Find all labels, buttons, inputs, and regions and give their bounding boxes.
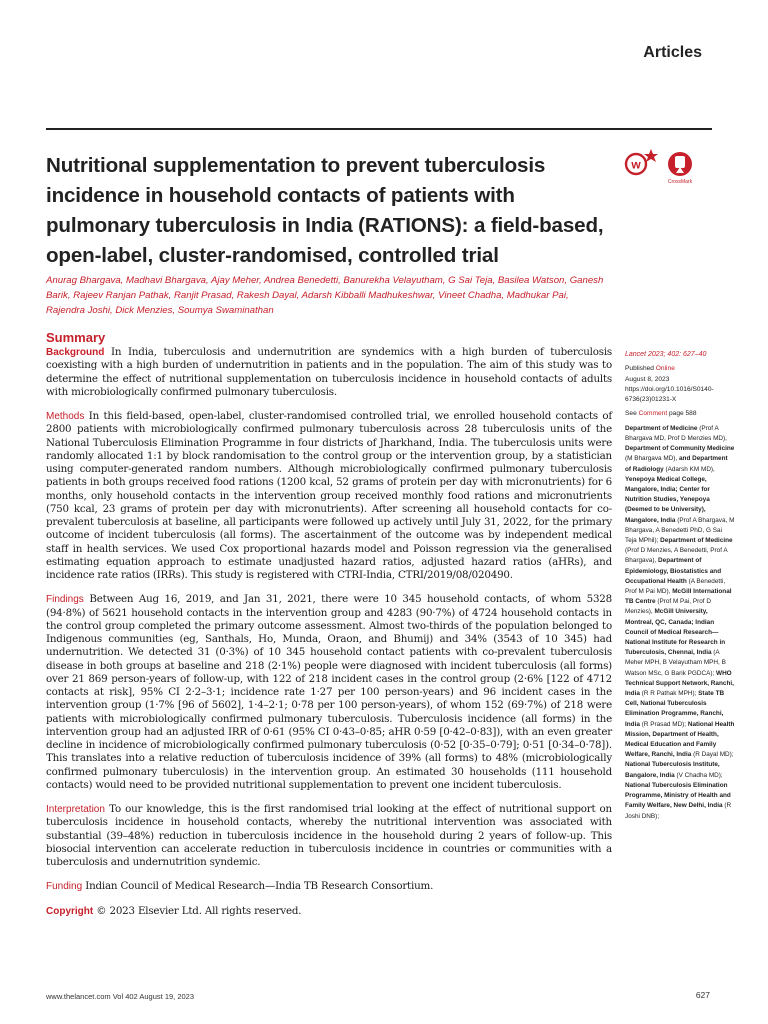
affiliation-authors: (A Benedetti, Prof M Pai MD), [625,577,726,596]
see-prefix: See [625,410,639,418]
sidebar [625,350,735,822]
affiliation-institution: National Tuberculosis Elimination Programme, Ministry of Health and Family Welfare, New Delhi, India [625,781,731,810]
svg-text:w: w [631,157,641,172]
abstract-copyright [46,905,612,918]
affiliation-institution: McGill University, Montreal, QC, Canada; Indian Council of Medical Research—National Institute for Research in Tuberculosis, Chennai, India [625,608,726,657]
affiliation-authors: (R R Pathak MPH); [639,690,699,698]
funding-label: Funding [46,881,83,893]
affiliation-institution: Department of Community Medicine [625,445,735,453]
published-line [625,364,735,374]
affiliation-institution: and Department of Radiology [625,455,728,473]
abstract-interpretation [46,803,612,869]
affiliation-authors: (R Dayal MD); [691,751,734,759]
published-online-link[interactable]: Online [655,365,675,373]
see-comment [625,409,735,419]
comment-link[interactable]: Comment [638,410,668,418]
affiliations [625,424,735,822]
affiliation-institution: Department of Epidemiology, Biostatistics and Occupational Health [625,557,722,585]
affiliation-institution: Yenepoya Medical College, Mangalore, India; Center for Nutrition Studies, Yenepoya (Deemed to be University), Mangalore, India [625,475,710,524]
header-rule [46,128,712,130]
abstract-funding [46,880,612,893]
crossmark-icon [622,146,702,192]
background-label: Background [46,347,105,358]
affiliation-institution: McGill International TB Centre [625,588,732,606]
affiliation-authors: (Prof A Bhargava MD, Prof D Menzies MD), [625,424,727,442]
affiliation-authors: (A Meher MPH, B Velayutham MPH, B Watson MSc, G Barik PGDCA); [625,649,726,677]
affiliation-authors: (R Joshi DNB); [625,802,732,820]
interpretation-label: Interpretation [46,804,105,815]
affiliation-institution: State TB Cell, National Tuberculosis Elimination Programme, Ranchi, India [625,690,725,728]
affiliation-institution: WHO Technical Support Network, Ranchi, India [625,669,734,698]
methods-text: In this field-based, open-label, cluster-randomised controlled trial, we enrolled household contacts of 2800 patients with microbiologically confirmed pulmonary tuberculosis across 28 tuberculosis units of the National Tuberculosis Elimination Programme in four districts of Jharkhand, India. The tuberculosis units were randomly allocated 1:1 by block randomisation to the control group or the intervention group, by a statistician using computer-generated random numbers. Although microbiologically confirmed pulmonary tuberculosis patients in both groups received food rations (1200 kcal, 52 grams of protein per day with micronutrients) for 6 months, only household contacts in the intervention group received monthly food rations and micronutrients (750 kcal, 23 grams of protein per day with micronutrients). After screening all household contacts for co-prevalent tuberculosis at baseline, all participants were followed up actively until July 31, 2022, for the primary outcome of incident tuberculosis (all forms). The ascertainment of the outcome was by independent medical staff in health services. We used Cox proportional hazards model and Poisson regression via the generalised estimating equation approach to estimate unadjusted hazard ratios, adjusted hazard ratios (aHRs), and incidence rate ratios (IRRs). This study is registered with CTRI-India, CTRI/2019/08/020490. [46,410,612,581]
author-list: Anurag Bhargava, Madhavi Bhargava, Ajay Meher, Andrea Benedetti, Banurekha Velayutham, G Sai Teja, Basilea Watson, Ganesh Barik, Rajeev Ranjan Pathak, Ranjit Prasad, Rakesh Dayal, Adarsh Kibballi Madhukeshwar, Vineet Chadha, Madhukar Pai, Rajendra Joshi, Dick Menzies, Soumya Swaminathan [46,275,604,316]
affiliation-institution: Department of Medicine [625,424,698,432]
abstract-background [46,346,612,399]
crossmark-badge[interactable] [622,146,702,192]
findings-label: Findings [46,594,84,606]
doi-link[interactable]: https://doi.org/10.1016/S0140-6736(23)01231-X [625,385,714,404]
affiliation-institution: National Tuberculosis Institute, Bangalore, India [625,761,720,779]
affiliation-authors: (Prof M Pai, Prof D Menzies), [625,598,711,616]
affiliation-authors: (Prof A Bhargava, M Bhargava, A Benedetti PhD, G Sai Teja MPhil); [625,516,735,545]
affiliation-authors: (V Chadha MD); [674,771,723,779]
findings-text: Between Aug 16, 2019, and Jan 31, 2021, there were 10 345 household contacts, of whom 5328 (94·8%) of 5621 household contacts in the intervention group and 4283 (90·7%) of 4724 household contacts in the control group completed the primary outcome assessment. Almost two-thirds of the population belonged to Indigenous communities (eg, Santhals, Ho, Munda, Oraon, and Bhumij) and 34% (3543 of 10 345) had undernutrition. We detected 31 (0·3%) of 10 345 household contact patients with co-prevalent tuberculosis disease in both groups at baseline and 218 (2·1%) people were diagnosed with incident tuberculosis (all forms) over 21 869 person-years of follow-up, with 122 of 218 incident cases in the control group (2·6% [122 of 4712 contacts at risk], 95% CI 2·2–3·1; incidence rate 1·27 per 100 person-years) and 96 incident cases in the intervention group (1·7% [96 of 5602], 1·4–2·1; 0·78 per 100 person-years), of whom 152 (69·7%) of 218 were patients with microbiologically confirmed pulmonary tuberculosis. Tuberculosis incidence (all forms) in the intervention group had an adjusted IRR of 0·61 (95% CI 0·43–0·85; aHR 0·59 [0·42–0·83]), with an even greater decline in incidence of microbiologically confirmed pulmonary tuberculosis (0·52 [0·35–0·79]; 0·51 [0·34–0·78]). This translates into a relative reduction of tuberculosis incidence of 39% (all forms) to 48% (microbiologically confirmed pulmonary tuberculosis) in the intervention group. An estimated 30 households (111 household contacts) would need to be provided nutritional supplementation to prevent one incident tuberculosis. [46,593,612,791]
background-text: In India, tuberculosis and undernutrition are syndemics with a high burden of tuberculosis coexisting with a high burden of undernutrition in patients and in the population. The aim of this study was to determine the effect of nutritional supplementation on tuberculosis incidence in household contacts of adults with microbiologically confirmed pulmonary tuberculosis. [46,346,612,398]
page-number: 627 [695,990,710,1000]
crossmark-text: CrossMark [667,179,693,185]
see-suffix: page 588 [667,410,697,418]
summary-heading: Summary [46,330,106,345]
copyright-text: © 2023 Elsevier Ltd. All rights reserved. [93,904,302,917]
section-label: Articles [643,44,702,61]
publish-date: August 8, 2023 [625,375,670,383]
affiliation-institution: Department of Medicine [660,537,733,545]
copyright-label: Copyright [46,905,94,917]
funding-text: Indian Council of Medical Research—India TB Research Consortium. [82,880,434,893]
footer-journal[interactable]: www.thelancet.com Vol 402 August 19, 2023 [46,992,195,1001]
abstract-methods [46,410,612,582]
abstract [46,346,612,929]
interpretation-text: To our knowledge, this is the first randomised trial looking at the effect of nutritional support on tuberculosis incidence in household contacts, whereby the nutritional intervention was associated with substantial (39–48%) reduction in tuberculosis incidence in the household during 2 years of follow-up. This biosocial intervention can accelerate reduction in tuberculosis incidence in countries or communities with a tuberculosis and undernutrition syndemic. [46,803,612,868]
affiliation-authors: (Adarsh KM MD), [663,465,715,473]
article-title: Nutritional supplementation to prevent tuberculosis incidence in household contacts of patients with pulmonary tuberculosis in India (RATIONS): a field-based, open-label, cluster-randomised, controlled trial [46,154,604,267]
affiliation-authors: (M Bhargava MD), [625,455,679,463]
methods-label: Methods [46,411,85,422]
affiliation-institution: National Health Mission, Department of Health, Medical Education and Family Welfare, Ranchi, India [625,720,735,759]
citation: Lancet 2023; 402: 627–40 [625,351,707,358]
affiliation-authors: (Prof D Menzies, A Benedetti, Prof A Bhargava), [625,547,728,565]
published-prefix: Published [625,365,656,373]
affiliation-authors: (R Prasad MD); [639,720,688,728]
abstract-findings [46,593,612,792]
